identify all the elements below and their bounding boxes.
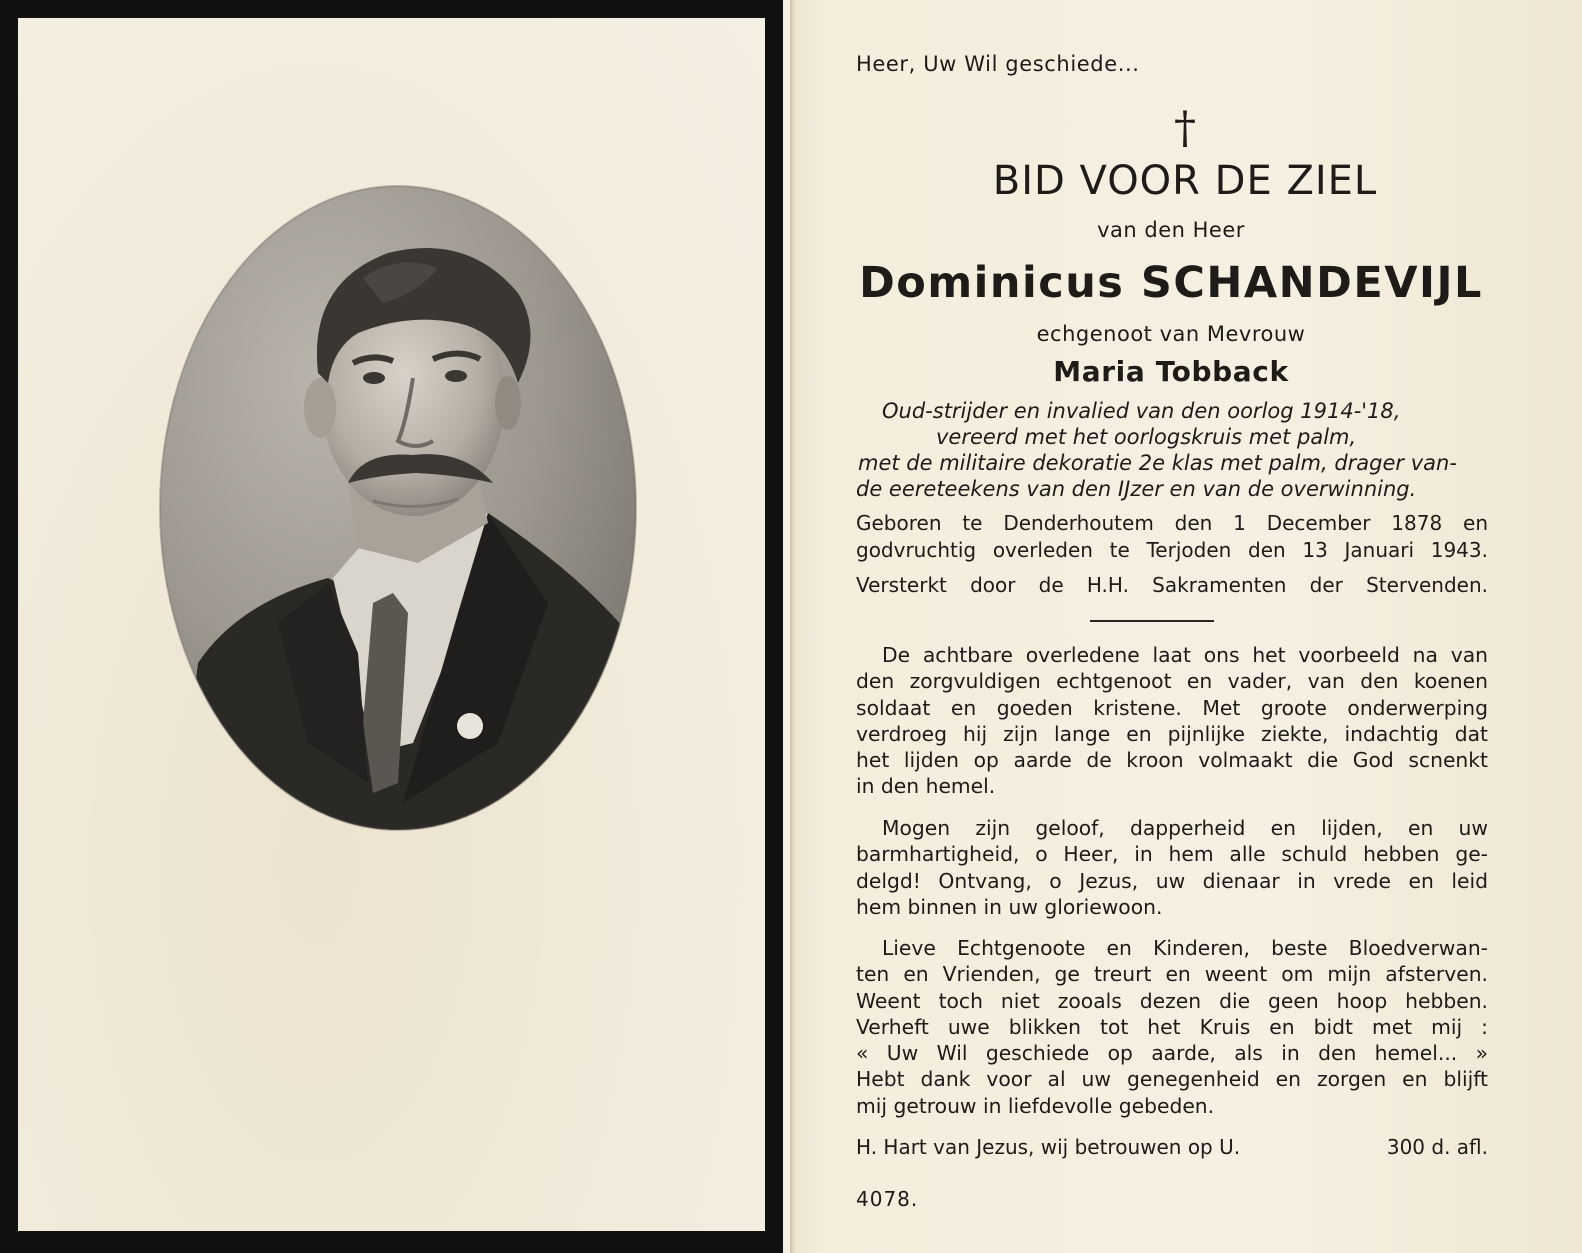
paragraph-line: in den hemel.: [856, 774, 996, 799]
birth-line: Geboren te Denderhoutem den 1 December 1878 en: [856, 511, 1488, 535]
card-front-paper: [18, 18, 765, 1231]
deceased-name: Dominicus SCHANDEVIJL: [859, 258, 1483, 308]
sacraments-line: Versterkt door de H.H. Sakramenten der Stervenden.: [856, 573, 1488, 597]
cross-icon: †: [1174, 103, 1196, 154]
honours-line: met de militaire dekoratie 2e klas met palm, drager van-: [858, 451, 1457, 475]
spouse-name: Maria Tobback: [1053, 355, 1289, 388]
print-number: 4078.: [856, 1187, 919, 1211]
memorial-card-text-side: [790, 0, 1582, 1253]
portrait-photo: [158, 183, 638, 833]
paragraph-line: barmhartigheid, o Heer, in hem alle schuld hebben ge-: [856, 842, 1488, 867]
paragraph-line: « Uw Wil geschiede op aarde, als in den hemel... »: [856, 1041, 1488, 1066]
birth-death-block: [856, 510, 1488, 564]
paragraph-line: ten en Vrienden, ge treurt en weent om mijn afsterven.: [856, 962, 1488, 987]
divider: [1090, 620, 1214, 622]
paragraph-line: Weent toch niet zooals dezen die geen hoop hebben.: [856, 988, 1488, 1013]
honours-line: Oud-strijder en invalied van den oorlog 1914-'18,: [882, 399, 1401, 423]
paragraph-line: het lijden op aarde de kroon volmaakt die God scnenkt: [856, 748, 1488, 773]
paragraph-line: Mogen zijn geloof, dapperheid en lijden, en uw: [882, 816, 1488, 840]
heading: BID VOOR DE ZIEL: [992, 158, 1378, 204]
paragraph-line: mij getrouw in liefdevolle gebeden.: [856, 1093, 1215, 1118]
spouse-intro: echgenoot van Mevrouw: [1036, 322, 1306, 346]
paragraph-line: verdroeg hij zijn lange en pijnlijke ziekte, indachtig dat: [856, 721, 1488, 746]
paragraph-line: den zorgvuldigen echtgenoot en vader, van den koenen: [856, 669, 1488, 694]
motto: Heer, Uw Wil geschiede...: [856, 52, 1140, 76]
indulgence: 300 d. afl.: [1386, 1135, 1488, 1159]
honours-line: vereerd met het oorlogskruis met palm,: [936, 425, 1357, 449]
closing-prayer: H. Hart van Jezus, wij betrouwen op U.: [856, 1135, 1241, 1159]
paragraph-line: Lieve Echtgenoote en Kinderen, beste Bloedverwan-: [882, 936, 1488, 960]
paragraph-farewell: [856, 935, 1488, 1119]
memorial-card-front: [0, 0, 783, 1253]
honours-line: de eereteekens van den IJzer en van de overwinning.: [856, 477, 1417, 501]
death-line: godvruchtig overleden te Terjoden den 13 Januari 1943.: [856, 538, 1488, 562]
paragraph-line: delgd! Ontvang, o Jezus, uw dienaar in vrede en leid: [856, 868, 1488, 893]
paragraph-line: soldaat en goeden kristene. Met groote onderwerping: [856, 695, 1488, 720]
paragraph-line: hem binnen in uw gloriewoon.: [856, 894, 1163, 919]
paragraph-line: De achtbare overledene laat ons het voorbeeld na van: [882, 643, 1488, 667]
paragraph-prayer: [856, 815, 1488, 920]
van-den-heer: van den Heer: [1097, 218, 1245, 242]
paragraph-line: Verheft uwe blikken tot het Kruis en bidt met mij :: [856, 1014, 1488, 1039]
paragraph-line: Hebt dank voor al uw genegenheid en zorgen en blijft: [856, 1067, 1488, 1092]
paragraph-example: [856, 642, 1488, 800]
